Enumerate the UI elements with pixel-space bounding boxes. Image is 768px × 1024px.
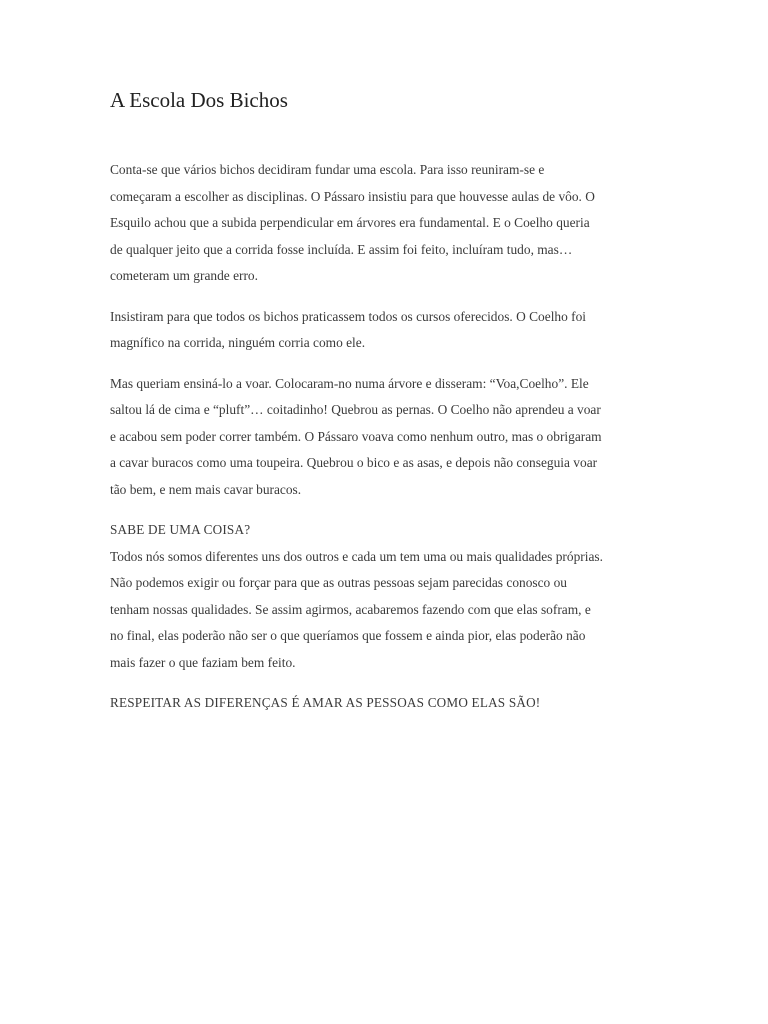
paragraph-line: Insistiram para que todos os bichos praticassem todos os cursos oferecidos. O Coelho foi [110,308,587,324]
paragraph-5 [110,690,660,717]
closing-statement: RESPEITAR AS DIFERENÇAS É AMAR AS PESSOAS COMO ELAS SÃO! [110,695,541,710]
document-title: A Escola Dos Bichos [110,88,288,112]
paragraph-line: cometeram um grande erro. [110,268,258,283]
paragraph-line: no final, elas poderão não ser o que queríamos que fossem e ainda pior, elas poderão não [110,628,586,643]
paragraph-line: Todos nós somos diferentes uns dos outros e cada um tem uma ou mais qualidades próprias. [110,548,603,564]
section-heading: SABE DE UMA COISA? [110,522,251,537]
paragraph-line: Esquilo achou que a subida perpendicular em árvores era fundamental. E o Coelho queria [110,215,590,230]
paragraph-line: Conta-se que vários bichos decidiram fundar uma escola. Para isso reuniram-se e [110,162,545,177]
paragraph-4 [110,517,660,676]
paragraph-line: Mas queriam ensiná-lo a voar. Colocaram-no numa árvore e disseram: “Voa,Coelho”. Ele [110,375,589,391]
paragraph-line: tão bem, e nem mais cavar buracos. [110,481,302,497]
paragraph-line: mais fazer o que faziam bem feito. [110,654,296,670]
paragraph-line: e acabou sem poder correr também. O Pássaro voava como nenhum outro, mas o obrigaram [110,428,602,444]
paragraph-line: magnífico na corrida, ninguém corria como ele. [110,335,366,350]
document-body [110,157,660,731]
paragraph-2 [110,304,660,357]
paragraph-1 [110,157,660,290]
paragraph-line: saltou lá de cima e “pluft”… coitadinho! Quebrou as pernas. O Coelho não aprendeu a voar [110,402,601,417]
paragraph-line: Não podemos exigir ou forçar para que as outras pessoas sejam parecidas conosco ou [110,575,567,590]
paragraph-line: de qualquer jeito que a corrida fosse incluída. E assim foi feito, incluíram tudo, mas… [110,241,573,257]
paragraph-3 [110,371,660,504]
paragraph-line: começaram a escolher as disciplinas. O Pássaro insistiu para que houvesse aulas de vôo. O [110,188,595,204]
paragraph-line: a cavar buracos como uma toupeira. Quebrou o bico e as asas, e depois não conseguia voar [110,455,598,470]
paragraph-line: tenham nossas qualidades. Se assim agirmos, acabaremos fazendo com que elas sofram, e [110,601,591,617]
